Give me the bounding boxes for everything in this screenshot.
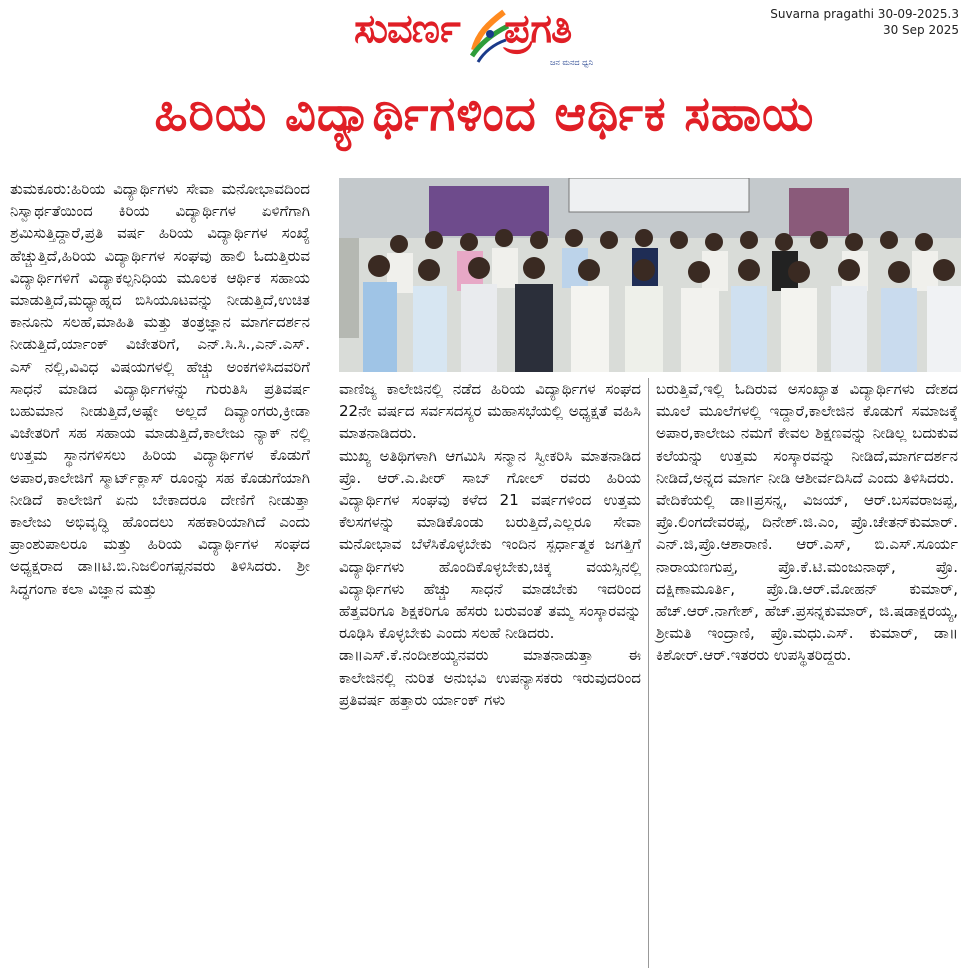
article-column-2 bbox=[339, 378, 641, 711]
logo-text-left: ಸುವರ್ಣ bbox=[354, 6, 460, 52]
group-photo-image bbox=[339, 178, 961, 372]
newspaper-logo bbox=[354, 4, 614, 74]
logo-text-right: ಪ್ರಗತಿ bbox=[504, 6, 572, 52]
article-headline: ಹಿರಿಯ ವಿದ್ಯಾರ್ಥಿಗಳಿಂದ ಆರ್ಥಿಕ ಸಹಾಯ bbox=[154, 86, 815, 142]
logo-tagline: ಜನ ಮನದ ಧ್ವನಿ bbox=[550, 58, 594, 67]
article-paragraph: ತುಮಕೂರು:ಹಿರಿಯ ವಿದ್ಯಾರ್ಥಿಗಳು ಸೇವಾ ಮನೋಭಾವದಿಂದ ನಿಸ್ವಾರ್ಥತೆಯಿಂದ ಕಿರಿಯ ವಿದ್ಯಾರ್ಥಿಗಳ ಏಳಿಗೆಗಾಗಿ ಶ್ರಮಿಸುತ್ತಿದ್ದಾರೆ,ಪ್ರತಿ ವರ್ಷ ಹಿರಿಯ ವಿದ್ಯಾರ್ಥಿಗಳ ಸಂಖ್ಯೆ ಹೆಚ್ಚುತ್ತಿದೆ,ಹಿರಿಯ ವಿದ್ಯಾರ್ಥಿಗಳ ಸಂಘವು ಹಾಲಿ ಓದುತ್ತಿರುವ ವಿದ್ಯಾರ್ಥಿಗಳಿಗೆ ವಿದ್ಯಾಕಲ್ಪನಿಧಿಯ ಮೂಲಕ ಆರ್ಥಿಕ ಸಹಾಯ ಮಾಡುತ್ತಿದೆ,ಮಧ್ಯಾಹ್ನದ ಬಿಸಿಯೂಟವನ್ನು ನೀಡುತ್ತಿದೆ,ಉಚಿತ ಕಾನೂನು ಸಲಹೆ,ಮಾಹಿತಿ ಮತ್ತು ತಂತ್ರಜ್ಞಾನ ಮಾರ್ಗದರ್ಶನ ನೀಡುತ್ತಿದೆ,ರ್ಯಾಂಕ್ ವಿಜೇತರಿಗೆ, ಎನ್.ಸಿ.ಸಿ.,ಎನ್.ಎಸ್. ಎಸ್ ನಲ್ಲಿ,ವಿವಿಧ ವಿಷಯಗಳಲ್ಲಿ ಹೆಚ್ಚು ಅಂಕಗಳಿಸಿದವರಿಗೆ ಸಾಧನೆ ಮಾಡಿದ ವಿದ್ಯಾರ್ಥಿಗಳನ್ನು ಗುರುತಿಸಿ ಪ್ರತಿವರ್ಷ ಬಹುಮಾನ ನೀಡುತ್ತಿದೆ,ಅಷ್ಟೇ ಅಲ್ಲದೆ ದಿವ್ಯಾಂಗರು,ಕ್ರೀಡಾ ವಿಜೇತರಿಗೆ ಸಹ ಸಹಾಯ ಮಾಡುತ್ತಿದೆ,ಕಾಲೇಜು ನ್ಯಾಕ್ ನಲ್ಲಿ ಉತ್ತಮ ಸ್ಥಾನಗಳಿಸಲು ಹಿರಿಯ ವಿದ್ಯಾರ್ಥಿಗಳ ಕೊಡುಗೆ ಅಪಾರ,ಕಾಲೇಜಿಗೆ ಸ್ಮಾರ್ಟ್‌ಕ್ಲಾಸ್ ರೂಂನ್ನು ಸಹ ಕೊಡುಗೆಯಾಗಿ ನೀಡಿದೆ ಕಾಲೇಜಿಗೆ ಏನು ಬೇಕಾದರೂ ದೇಣಿಗೆ ನೀಡುತ್ತಾ ಕಾಲೇಜು ಅಭಿವೃದ್ಧಿ ಹೊಂದಲು ಸಹಕಾರಿಯಾಗಿದೆ ಎಂದು ಪ್ರಾಂಶುಪಾಲರೂ ಮತ್ತು ಹಿರಿಯ ವಿದ್ಯಾರ್ಥಿಗಳ ಸಂಘದ ಅಧ್ಯಕ್ಷರಾದ ಡಾ॥ಟಿ.ಬಿ.ನಿಜಲಿಂಗಪ್ಪನವರು ತಿಳಿಸಿದರು. ಶ್ರೀ ಸಿದ್ಧಗಂಗಾ ಕಲಾ ವಿಜ್ಞಾನ ಮತ್ತು bbox=[10, 180, 310, 598]
group-photo bbox=[339, 178, 961, 372]
article-paragraph: ಬರುತ್ತಿವೆ,ಇಲ್ಲಿ ಓದಿರುವ ಅಸಂಖ್ಯಾತ ವಿದ್ಯಾರ್ಥಿಗಳು ದೇಶದ ಮೂಲೆ ಮೂಲೆಗಳಲ್ಲಿ ಇದ್ದಾರೆ,ಕಾಲೇಜಿನ ಕೊಡುಗೆ ಸಮಾಜಕ್ಕೆ ಅಪಾರ,ಕಾಲೇಜು ನಮಗೆ ಕೇವಲ ಶಿಕ್ಷಣವನ್ನು ನೀಡಿಲ್ಲ ಬದುಕುವ ಕಲೆಯನ್ನು ಉತ್ತಮ ಸಂಸ್ಕಾರವನ್ನು ನೀಡಿದೆ,ಮಾರ್ಗದರ್ಶನ ನೀಡಿದೆ,ಅನ್ನದ ಮಾರ್ಗ ನೀಡಿ ಆಶೀರ್ವದಿಸಿದೆ ಎಂದು ತಿಳಿಸಿದರು. bbox=[656, 380, 958, 487]
masthead bbox=[0, 0, 969, 80]
edition-line: Suvarna pragathi 30-09-2025.3 bbox=[770, 7, 959, 21]
article-paragraph: ಡಾ॥ಎಸ್.ಕೆ.ನಂದೀಶಯ್ಯನವರು ಮಾತನಾಡುತ್ತಾ ಈ ಕಾಲೇಜಿನಲ್ಲಿ ನುರಿತ ಅನುಭವಿ ಉಪನ್ಯಾಸಕರು ಇರುವುದರಿಂದ ಪ್ರತಿವರ್ಷ ಹತ್ತಾರು ರ್ಯಾಂಕ್ ಗಳು bbox=[339, 646, 641, 709]
article-paragraph: ಮುಖ್ಯ ಅತಿಥಿಗಳಾಗಿ ಆಗಮಿಸಿ ಸನ್ಮಾನ ಸ್ವೀಕರಿಸಿ ಮಾತನಾಡಿದ ಪ್ರೊ. ಆರ್.ಎ.ಪೀರ್ ಸಾಬ್ ಗೋಲ್ ರವರು ಹಿರಿಯ ವಿದ್ಯಾರ್ಥಿಗಳ ಸಂಘವು ಕಳೆದ 21 ವರ್ಷಗಳಿಂದ ಉತ್ತಮ ಕೆಲಸಗಳನ್ನು ಮಾಡಿಕೊಂಡು ಬರುತ್ತಿದೆ,ಎಲ್ಲರೂ ಸೇವಾ ಮನೋಭಾವ ಬೆಳೆಸಿಕೊಳ್ಳಬೇಕು ಇಂದಿನ ಸ್ಪರ್ಧಾತ್ಮಕ ಜಗತ್ತಿಗೆ ವಿದ್ಯಾರ್ಥಿಗಳು ಹೊಂದಿಕೊಳ್ಳಬೇಕು,ಚಿಕ್ಕ ವಯಸ್ಸಿನಲ್ಲಿ ವಿದ್ಯಾರ್ಥಿಗಳು ಹೆಚ್ಚು ಸಾಧನೆ ಮಾಡಬೇಕು ಇದರಿಂದ ಹೆತ್ತವರಿಗೂ ಶಿಕ್ಷಕರಿಗೂ ಹೆಸರು ಬರುವಂತೆ ತಮ್ಮ ಸಂಸ್ಕಾರವನ್ನು ರೂಢಿಸಿ ಕೊಳ್ಳಬೇಕು ಎಂದು ಸಲಹೆ ನೀಡಿದರು. bbox=[339, 446, 641, 643]
edition-date: 30 Sep 2025 bbox=[882, 23, 959, 37]
article-paragraph: ವೇದಿಕೆಯಲ್ಲಿ ಡಾ॥ಪ್ರಸನ್ನ, ವಿಜಯ್, ಆರ್.ಬಸವರಾಜಪ್ಪ, ಪ್ರೊ.ಲಿಂಗದೇವರಪ್ಪ, ದಿನೇಶ್.ಜಿ.ಎಂ, ಪ್ರೊ.ಚೇತನ್‌ಕುಮಾರ್. ಎನ್.ಜಿ,ಪ್ರೊ.ಆಶಾರಾಣಿ. ಆರ್.ಎಸ್, ಬಿ.ಎಸ್.ಸೂರ್ಯ ನಾರಾಯಣಗುಪ್ತ, ಪ್ರೊ.ಕೆ.ಟಿ.ಮಂಜುನಾಥ್, ಪ್ರೊ. ದಕ್ಷಿಣಾಮೂರ್ತಿ, ಪ್ರೊ.ಡಿ.ಆರ್.ಮೋಹನ್ ಕುಮಾರ್, ಹೆಚ್.ಆರ್.ನಾಗೇಶ್, ಹೆಚ್.ಪ್ರಸನ್ನಕುಮಾರ್, ಜಿ.ಷಡಾಕ್ಷರಯ್ಯ, ಶ್ರೀಮತಿ ಇಂದ್ರಾಣಿ, ಪ್ರೊ.ಮಧು.ಎಸ್. ಕುಮಾರ್, ಡಾ॥ಕಿಶೋರ್.ಆರ್.ಇತರರು ಉಪಸ್ಥಿತರಿದ್ದರು. bbox=[656, 491, 958, 665]
edition-info bbox=[770, 6, 959, 38]
column-divider bbox=[648, 378, 649, 968]
article-column-3 bbox=[656, 378, 958, 667]
article-column-1 bbox=[10, 178, 310, 600]
article-paragraph: ವಾಣಿಜ್ಯ ಕಾಲೇಜಿನಲ್ಲಿ ನಡೆದ ಹಿರಿಯ ವಿದ್ಯಾರ್ಥಿಗಳ ಸಂಘದ 22ನೇ ವರ್ಷದ ಸರ್ವಸದಸ್ಯರ ಮಹಾಸಭೆಯಲ್ಲಿ ಅಧ್ಯಕ್ಷತೆ ವಹಿಸಿ ಮಾತನಾಡಿದರು. bbox=[339, 380, 641, 443]
